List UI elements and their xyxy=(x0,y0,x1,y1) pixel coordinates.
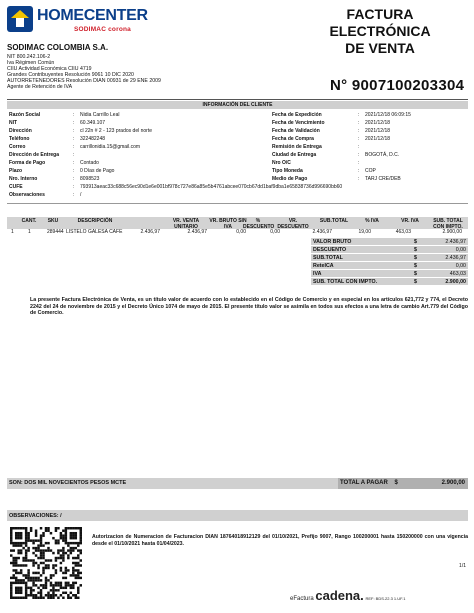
legal-text: La presente Factura Electrónica de Venta, es un título valor de acuerdo con lo establecido en el Código de Comercio y en especial en los artículos 621,772 y 774, el Decreto 2242 del 24 de noviembre de 2015 y el Decreto Único 1074 de mayo de 2015. El presente título valor se asimila en todos sus efectos a una letra de cambio Art.779 del Código de Comercio. xyxy=(30,297,468,316)
client-info-label: Razón Social xyxy=(9,112,41,118)
client-info-value: 8098523 xyxy=(80,176,100,182)
client-info-value: TARJ CRE/DEB xyxy=(365,176,401,182)
colon: : xyxy=(358,168,360,174)
colon: : xyxy=(73,152,75,158)
table-header-cell: SUB.TOTAL xyxy=(319,218,349,224)
observations: OBSERVACIONES: / xyxy=(9,513,62,519)
totals-row xyxy=(311,262,468,270)
totals-value: 0,00 xyxy=(455,263,466,269)
table-cell: 0,00 xyxy=(236,229,246,235)
client-info-row xyxy=(9,136,269,143)
table-header-cell: DESCRIPCIÓN xyxy=(77,218,113,224)
brand-sub: SODIMAC corona xyxy=(74,26,131,33)
colon: : xyxy=(73,112,75,118)
table-cell: 463,03 xyxy=(395,229,411,235)
totals-currency: $ xyxy=(414,239,417,245)
authorization-text: Autorizacion de Numeracion de Facturacion DIAN 18764018912129 del 01/10/2021, Prefijo 9007, Rango 100200001 hasta 150200000 con una vigencia desde el 01/10/2021 hasta 01/04/2023. xyxy=(92,534,468,547)
client-info-value: BOGOTÁ, D.C. xyxy=(365,152,400,158)
client-info-label: Fecha de Vencimiento xyxy=(272,120,325,126)
totals-value: 2.436,97 xyxy=(445,239,466,245)
table-header-cell: CANT. xyxy=(21,218,37,224)
client-info-label: Remisión de Entrega xyxy=(272,144,322,150)
company-line: Grandes Contribuyentes Resolución 9061 10 DIC 2020 xyxy=(7,72,134,78)
company-line: AUTORRETENEDORES Resolución DIAN 00931 de 29 ENE 2009 xyxy=(7,78,161,84)
client-info-label: CUFE xyxy=(9,184,23,190)
amount-words: SON: DOS MIL NOVECIENTOS PESOS MCTE xyxy=(9,480,127,486)
client-info-label: Forma de Pago xyxy=(9,160,46,166)
colon: : xyxy=(358,120,360,126)
company-line: CIIU Actividad Económica CIIU 4719 xyxy=(7,66,92,72)
client-section-title: INFORMACIÓN DEL CLIENTE xyxy=(7,101,468,109)
totals-value: 463,03 xyxy=(449,271,466,277)
colon: : xyxy=(73,120,75,126)
totals-row xyxy=(311,246,468,254)
colon: : xyxy=(73,136,75,142)
client-info-label: Fecha de Compra xyxy=(272,136,314,142)
totals-box xyxy=(311,238,468,286)
table-header-cell: VR. BRUTO SIN IVA xyxy=(209,218,247,230)
client-info-row xyxy=(272,120,468,127)
colon: : xyxy=(73,184,75,190)
page-number: 1/1 xyxy=(459,563,466,569)
observations-bar xyxy=(7,510,468,521)
client-info-row xyxy=(272,160,468,167)
invoice-title xyxy=(300,6,460,57)
invoice-title-line2: DE VENTA xyxy=(345,40,415,56)
colon: : xyxy=(358,112,360,118)
totals-currency: $ xyxy=(414,247,417,253)
company-line: Iva Régimen Común xyxy=(7,60,55,66)
totals-currency: $ xyxy=(414,255,417,261)
client-info-row xyxy=(272,136,468,143)
homecenter-logo xyxy=(7,6,167,38)
client-info-value: 60.349.107 xyxy=(80,120,106,126)
totals-label: VALOR BRUTO xyxy=(313,239,352,245)
table-cell: 19,00 xyxy=(358,229,371,235)
totals-row xyxy=(311,270,468,278)
divider xyxy=(7,99,468,100)
table-header-cell: VR. VENTA UNITARIO xyxy=(172,218,200,230)
table-header-cell: % IVA xyxy=(365,218,379,224)
table-cell: 289444 xyxy=(47,229,64,235)
client-info-value: 2021/12/18 xyxy=(365,128,391,134)
colon: : xyxy=(73,176,75,182)
client-info-row xyxy=(9,120,269,127)
client-info-value: 0 Días de Pago xyxy=(80,168,115,174)
colon: : xyxy=(73,168,75,174)
totals-label: DESCUENTO xyxy=(313,247,347,253)
client-info-label: Ciudad de Entrega xyxy=(272,152,317,158)
client-info-row xyxy=(9,184,343,191)
client-info-value: 322482248 xyxy=(80,136,106,142)
table-header-cell: VR. DESCUENTO xyxy=(277,218,309,230)
client-info-row xyxy=(9,144,269,151)
client-info-value: Nidia Carrillo Leal xyxy=(80,112,120,118)
client-info-value: carrillonidia.15@gmail.com xyxy=(80,144,141,150)
client-info-value: COP xyxy=(365,168,376,174)
colon: : xyxy=(73,160,75,166)
client-info-row xyxy=(9,152,269,159)
table-cell: 2.900,00 xyxy=(442,229,462,235)
totals-label: SUB. TOTAL CON IMPTO. xyxy=(313,279,378,285)
total-pay-label xyxy=(340,480,398,486)
totals-currency: $ xyxy=(414,279,417,285)
client-info-label: Observaciones xyxy=(9,192,45,198)
table-cell: 1 xyxy=(11,229,14,235)
client-info-row xyxy=(9,192,269,199)
table-cell: 2.436,97 xyxy=(187,229,207,235)
table-header-cell: SKU xyxy=(47,218,59,224)
client-info-row xyxy=(9,176,269,183)
table-cell: 1 xyxy=(28,229,31,235)
client-info-row xyxy=(9,128,269,135)
client-info-row xyxy=(272,176,468,183)
client-info-label: Plazo xyxy=(9,168,23,174)
table-header-cell: % DESCUENTO xyxy=(243,218,275,230)
footer-ref: REF: BDS.22.3 1.UF.1 xyxy=(365,596,406,601)
house-icon xyxy=(7,6,33,32)
company-line: Agente de Retención de IVA xyxy=(7,84,73,90)
company-name: SODIMAC COLOMBIA S.A. xyxy=(7,43,109,52)
client-info-label: NIT xyxy=(9,120,18,126)
footer-brand: cadena. xyxy=(315,588,364,603)
table-header-cell: SUB. TOTAL CON IMPTO. xyxy=(433,218,463,230)
totals-value: 0,00 xyxy=(455,247,466,253)
total-pay-currency: $ xyxy=(394,480,398,486)
table-cell: 2.436,97 xyxy=(140,229,160,235)
client-info-value: / xyxy=(80,192,82,198)
client-info-row xyxy=(9,168,269,175)
client-info-value: 2021/12/18 xyxy=(365,120,391,126)
client-info-label: Nro. Interno xyxy=(9,176,38,182)
footer-efactura: eFactura xyxy=(290,596,314,602)
client-info-label: Correo xyxy=(9,144,26,150)
client-info-value: 2021/12/18 xyxy=(365,136,391,142)
colon: : xyxy=(358,128,360,134)
totals-row xyxy=(311,278,468,286)
colon: : xyxy=(358,160,360,166)
client-info-row xyxy=(9,160,269,167)
client-info-row xyxy=(272,152,468,159)
totals-label: IVA xyxy=(313,271,322,277)
client-info-label: Tipo Moneda xyxy=(272,168,303,174)
qr-code xyxy=(10,527,82,599)
colon: : xyxy=(73,144,75,150)
invoice-title-line1: FACTURA ELECTRÓNICA xyxy=(329,6,431,39)
table-cell: 2.436,97 xyxy=(312,229,332,235)
table-cell: LISTELO GALESA CAFE xyxy=(66,229,123,235)
table-cell: 0,00 xyxy=(270,229,280,235)
total-pay-text: TOTAL A PAGAR xyxy=(340,480,388,486)
client-info-label: Nro O/C xyxy=(272,160,291,166)
client-info-label: Fecha de Validación xyxy=(272,128,320,134)
client-info-row xyxy=(272,128,468,135)
totals-label: SUB.TOTAL xyxy=(313,255,343,261)
table-header-cell: VR. IVA xyxy=(401,218,419,224)
client-info-label: Dirección de Entrega xyxy=(9,152,60,158)
client-info-row xyxy=(272,144,468,151)
company-details xyxy=(7,54,161,90)
totals-value: 2.436,97 xyxy=(445,255,466,261)
client-info-value: cl 22n # 2 - 123 prados del norte xyxy=(80,128,152,134)
invoice-number: N° 9007100203304 xyxy=(330,77,465,94)
client-info-label: Dirección xyxy=(9,128,32,134)
client-info-label: Medio de Pago xyxy=(272,176,308,182)
totals-label: ReteICA xyxy=(313,263,334,269)
client-info-row xyxy=(9,112,269,119)
colon: : xyxy=(358,144,360,150)
company-line: NIT 800.242.106-2 xyxy=(7,54,51,60)
totals-row xyxy=(311,254,468,262)
colon: : xyxy=(358,152,360,158)
client-info-value: 2021/12/18 06:09:15 xyxy=(365,112,411,118)
client-info-value: 793913aeac33c688c56ec90d1e6e001bf978c727e86a85e5b4761abcee070cb67dd1baf9dba1e65838736d996690bb60 xyxy=(80,184,343,190)
divider xyxy=(7,203,468,204)
totals-currency: $ xyxy=(414,271,417,277)
client-info-value: Contado xyxy=(80,160,99,166)
colon: : xyxy=(73,192,75,198)
totals-currency: $ xyxy=(414,263,417,269)
totals-row xyxy=(311,238,468,246)
colon: : xyxy=(73,128,75,134)
footer xyxy=(290,588,405,603)
client-info-label: Fecha de Expedición xyxy=(272,112,322,118)
colon: : xyxy=(358,136,360,142)
totals-value: 2.900,00 xyxy=(445,279,466,285)
client-info-row xyxy=(272,112,468,119)
total-pay-value: 2.900,00 xyxy=(441,480,465,486)
brand-name: HOMECENTER xyxy=(37,7,148,24)
client-info-row xyxy=(272,168,468,175)
colon: : xyxy=(358,176,360,182)
client-info-label: Teléfono xyxy=(9,136,30,142)
